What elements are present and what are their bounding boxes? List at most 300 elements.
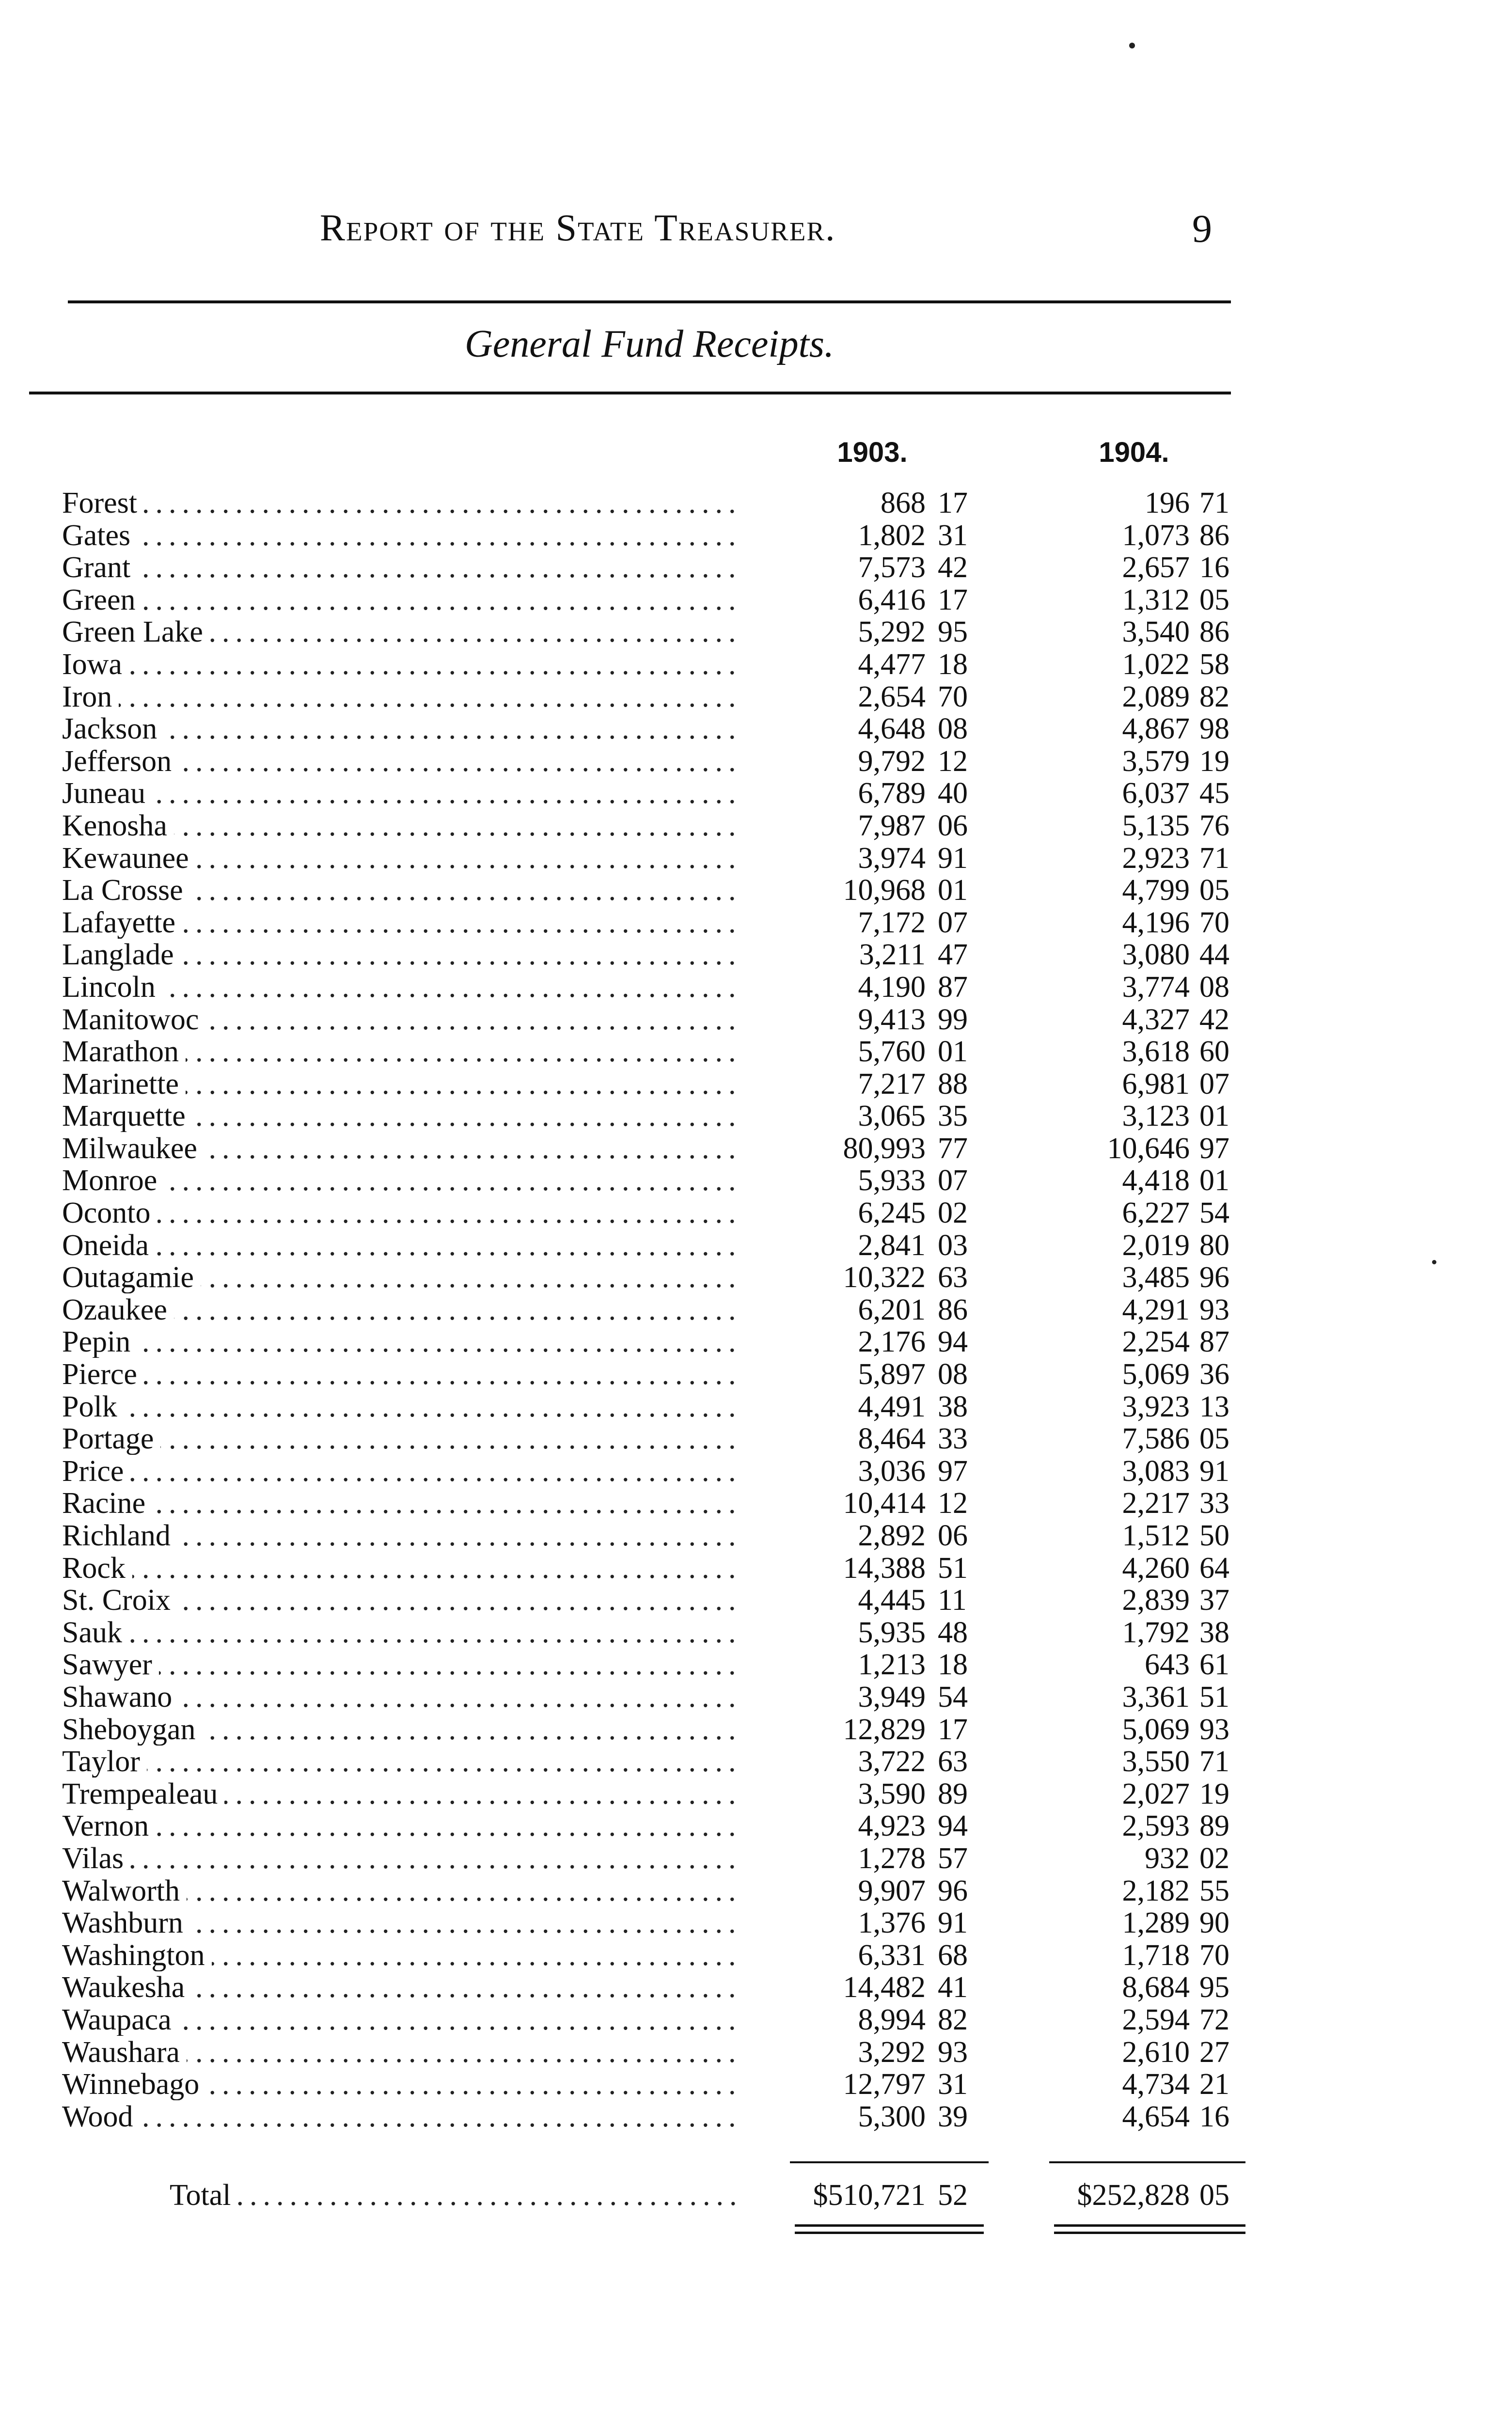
county-name: Waukesha — [62, 1971, 740, 2003]
amount-1903-cents: 48 — [938, 1616, 968, 1649]
amount-1903-cents: 38 — [938, 1390, 968, 1423]
county-name: Price — [62, 1455, 740, 1487]
total-row — [0, 2178, 1512, 2212]
amount-1904-dollars: 2,657 — [1122, 551, 1190, 584]
amount-1903-cents: 39 — [938, 2100, 968, 2133]
county-name: Jefferson — [62, 745, 740, 777]
amount-1904-dollars: 1,022 — [1122, 647, 1190, 681]
amount-1903-cents: 08 — [938, 1358, 968, 1391]
table-row — [0, 1229, 1512, 1262]
amount-1904-cents: 58 — [1199, 647, 1229, 681]
amount-1904-cents: 51 — [1199, 1680, 1229, 1714]
amount-1903-dollars: 5,897 — [858, 1358, 926, 1391]
county-name: Oneida — [62, 1229, 740, 1261]
amount-1904-dollars: 196 — [1145, 487, 1190, 519]
table-row — [0, 1746, 1512, 1778]
table-row — [0, 874, 1512, 907]
county-name: Sawyer — [62, 1649, 740, 1681]
amount-1904-cents: 37 — [1199, 1584, 1229, 1617]
amount-1903-dollars: 8,464 — [858, 1422, 926, 1456]
amount-1903-dollars: 12,829 — [843, 1713, 926, 1746]
amount-1904-cents: 71 — [1199, 487, 1229, 519]
amount-1904-cents: 72 — [1199, 2003, 1229, 2036]
total-label: Total — [170, 2178, 741, 2213]
amount-1903-dollars: 1,278 — [858, 1841, 926, 1875]
county-name: Taylor — [62, 1746, 740, 1778]
amount-1903-dollars: 10,322 — [843, 1261, 926, 1294]
table-row — [0, 551, 1512, 584]
table-row — [0, 1617, 1512, 1649]
amount-1903-cents: 63 — [938, 1745, 968, 1778]
total-double-rule-1903-b — [795, 2232, 984, 2234]
amount-1903-dollars: 12,797 — [843, 2068, 926, 2101]
amount-1904-cents: 01 — [1199, 1164, 1229, 1197]
amount-1904-dollars: 4,734 — [1122, 2068, 1190, 2101]
amount-1903-dollars: 80,993 — [843, 1132, 926, 1165]
amount-1903-dollars: 7,172 — [858, 906, 926, 939]
amount-1904-dollars: 1,512 — [1122, 1519, 1190, 1552]
total-double-rule-1903-a — [795, 2224, 984, 2227]
running-head: Report of the State Treasurer. — [320, 206, 836, 249]
county-name: Outagamie — [62, 1261, 740, 1293]
amount-1904-cents: 96 — [1199, 1261, 1229, 1294]
column-header-1904: 1904. — [1099, 437, 1169, 468]
amount-1904-cents: 97 — [1199, 1132, 1229, 1165]
amount-1903-dollars: 3,722 — [858, 1745, 926, 1778]
amount-1904-dollars: 2,593 — [1122, 1809, 1190, 1843]
amount-1903-cents: 47 — [938, 938, 968, 972]
amount-1903-dollars: 6,331 — [858, 1938, 926, 1972]
amount-1903-dollars: 9,413 — [858, 1003, 926, 1036]
county-name: Washburn — [62, 1907, 740, 1939]
amount-1904-dollars: 3,123 — [1122, 1100, 1190, 1133]
amount-1904-dollars: 3,579 — [1122, 744, 1190, 778]
amount-1903-cents: 94 — [938, 1809, 968, 1843]
amount-1903-cents: 42 — [938, 551, 968, 584]
amount-1904-dollars: 3,361 — [1122, 1680, 1190, 1714]
table-row — [0, 1714, 1512, 1746]
table-row — [0, 713, 1512, 745]
amount-1903-cents: 87 — [938, 970, 968, 1004]
amount-1903-cents: 31 — [938, 519, 968, 552]
amount-1903-cents: 68 — [938, 1938, 968, 1972]
column-header-1903: 1903. — [837, 437, 908, 468]
amount-1904-dollars: 4,260 — [1122, 1551, 1190, 1585]
county-name: Monroe — [62, 1164, 740, 1196]
amount-1904-dollars: 1,289 — [1122, 1906, 1190, 1940]
table-row — [0, 2101, 1512, 2133]
amount-1903-cents: 33 — [938, 1422, 968, 1456]
amount-1904-dollars: 2,089 — [1122, 680, 1190, 713]
county-name: Portage — [62, 1423, 740, 1455]
amount-1903-dollars: 6,201 — [858, 1293, 926, 1326]
amount-1904-cents: 27 — [1199, 2035, 1229, 2069]
amount-1904-cents: 80 — [1199, 1228, 1229, 1262]
top-rule — [68, 300, 1231, 303]
amount-1903-cents: 17 — [938, 583, 968, 616]
county-name: Marinette — [62, 1068, 740, 1100]
amount-1904-dollars: 2,594 — [1122, 2003, 1190, 2036]
table-row — [0, 1552, 1512, 1585]
amount-1904-cents: 87 — [1199, 1325, 1229, 1359]
amount-1904-dollars: 2,019 — [1122, 1228, 1190, 1262]
amount-1903-dollars: 10,968 — [843, 874, 926, 907]
amount-1904-cents: 16 — [1199, 551, 1229, 584]
title-rule — [29, 392, 1231, 394]
amount-1904-cents: 86 — [1199, 615, 1229, 649]
sum-rule-1903 — [790, 2161, 989, 2163]
amount-1904-cents: 38 — [1199, 1616, 1229, 1649]
amount-1904-cents: 71 — [1199, 1745, 1229, 1778]
amount-1903-dollars: 2,176 — [858, 1325, 926, 1359]
amount-1904-dollars: 932 — [1145, 1841, 1190, 1875]
county-name: St. Croix — [62, 1584, 740, 1616]
table-row — [0, 648, 1512, 681]
county-name: Vernon — [62, 1810, 740, 1842]
table-row — [0, 487, 1512, 519]
amount-1904-cents: 91 — [1199, 1454, 1229, 1488]
amount-1904-dollars: 5,135 — [1122, 809, 1190, 842]
amount-1903-cents: 54 — [938, 1680, 968, 1714]
amount-1904-cents: 93 — [1199, 1293, 1229, 1326]
amount-1904-cents: 44 — [1199, 938, 1229, 972]
amount-1904-dollars: 2,027 — [1122, 1777, 1190, 1810]
amount-1903-cents: 94 — [938, 1325, 968, 1359]
table-row — [0, 1939, 1512, 1972]
amount-1903-dollars: 3,974 — [858, 841, 926, 875]
amount-1904-dollars: 6,037 — [1122, 777, 1190, 810]
amount-1904-cents: 33 — [1199, 1487, 1229, 1520]
amount-1904-cents: 19 — [1199, 744, 1229, 778]
amount-1903-dollars: 3,036 — [858, 1454, 926, 1488]
total-double-rule-1904-b — [1054, 2232, 1245, 2234]
amount-1904-dollars: 3,083 — [1122, 1454, 1190, 1488]
table-row — [0, 2036, 1512, 2069]
amount-1903-cents: 63 — [938, 1261, 968, 1294]
amount-1903-dollars: 2,654 — [858, 680, 926, 713]
amount-1903-cents: 06 — [938, 1519, 968, 1552]
amount-1904-dollars: 7,586 — [1122, 1422, 1190, 1456]
amount-1904-cents: 21 — [1199, 2068, 1229, 2101]
amount-1903-dollars: 6,245 — [858, 1196, 926, 1230]
amount-1904-dollars: 6,227 — [1122, 1196, 1190, 1230]
amount-1904-dollars: 3,550 — [1122, 1745, 1190, 1778]
table-row — [0, 1326, 1512, 1358]
county-name: Milwaukee — [62, 1133, 740, 1164]
amount-1903-cents: 91 — [938, 1906, 968, 1940]
county-name: Washington — [62, 1939, 740, 1971]
county-name: Polk — [62, 1391, 740, 1423]
amount-1904-dollars: 5,069 — [1122, 1713, 1190, 1746]
amount-1903-cents: 07 — [938, 1164, 968, 1197]
table-row — [0, 777, 1512, 810]
table-row — [0, 1197, 1512, 1229]
amount-1903-cents: 97 — [938, 1454, 968, 1488]
table-row — [0, 1649, 1512, 1681]
amount-1904-cents: 16 — [1199, 2100, 1229, 2133]
amount-1904-dollars: 4,327 — [1122, 1003, 1190, 1036]
county-name: Waushara — [62, 2036, 740, 2068]
amount-1904-cents: 95 — [1199, 1971, 1229, 2004]
amount-1903-dollars: 14,388 — [843, 1551, 926, 1585]
amount-1903-dollars: 7,987 — [858, 809, 926, 842]
amount-1903-cents: 41 — [938, 1971, 968, 2004]
amount-1904-cents: 13 — [1199, 1390, 1229, 1423]
amount-1903-cents: 18 — [938, 647, 968, 681]
amount-1903-cents: 40 — [938, 777, 968, 810]
amount-1904-cents: 36 — [1199, 1358, 1229, 1391]
amount-1903-dollars: 1,213 — [858, 1648, 926, 1682]
county-name: Pepin — [62, 1326, 740, 1358]
amount-1903-cents: 93 — [938, 2035, 968, 2069]
county-name: Gates — [62, 519, 740, 551]
amount-1904-cents: 86 — [1199, 519, 1229, 552]
amount-1903-dollars: 10,414 — [843, 1487, 926, 1520]
amount-1903-dollars: 9,907 — [858, 1874, 926, 1907]
amount-1903-cents: 02 — [938, 1196, 968, 1230]
county-name: Richland — [62, 1520, 740, 1552]
amount-1903-cents: 03 — [938, 1228, 968, 1262]
amount-1904-cents: 07 — [1199, 1067, 1229, 1101]
table-row — [0, 1907, 1512, 1939]
county-name: Ozaukee — [62, 1294, 740, 1326]
county-name: Iowa — [62, 648, 740, 680]
county-name: Racine — [62, 1487, 740, 1519]
amount-1904-cents: 55 — [1199, 1874, 1229, 1907]
amount-1904-dollars: 3,485 — [1122, 1261, 1190, 1294]
amount-1904-cents: 76 — [1199, 809, 1229, 842]
table-row — [0, 1520, 1512, 1552]
amount-1904-dollars: 643 — [1145, 1648, 1190, 1682]
amount-1904-dollars: 3,618 — [1122, 1035, 1190, 1069]
amount-1904-cents: 98 — [1199, 712, 1229, 746]
amount-1904-dollars: 3,540 — [1122, 615, 1190, 649]
county-name: Walworth — [62, 1875, 740, 1907]
table-row — [0, 810, 1512, 842]
amount-1903-cents: 95 — [938, 615, 968, 649]
amount-1904-cents: 50 — [1199, 1519, 1229, 1552]
amount-1904-dollars: 8,684 — [1122, 1971, 1190, 2004]
amount-1903-dollars: 4,923 — [858, 1809, 926, 1843]
amount-1903-cents: 35 — [938, 1100, 968, 1133]
amount-1903-dollars: 3,065 — [858, 1100, 926, 1133]
amount-1903-cents: 17 — [938, 487, 968, 519]
amount-1904-cents: 08 — [1199, 970, 1229, 1004]
table-row — [0, 1100, 1512, 1133]
county-name: Sheboygan — [62, 1714, 740, 1746]
amount-1903-dollars: 5,933 — [858, 1164, 926, 1197]
amount-1904-dollars: 4,867 — [1122, 712, 1190, 746]
amount-1903-cents: 86 — [938, 1293, 968, 1326]
county-name: Marquette — [62, 1100, 740, 1132]
table-row — [0, 1487, 1512, 1520]
amount-1904-cents: 61 — [1199, 1648, 1229, 1682]
table-row — [0, 1875, 1512, 1907]
amount-1903-dollars: 4,190 — [858, 970, 926, 1004]
county-name: Shawano — [62, 1681, 740, 1713]
county-name: Marathon — [62, 1036, 740, 1068]
table-row — [0, 1810, 1512, 1842]
amount-1904-dollars: 2,923 — [1122, 841, 1190, 875]
table-row — [0, 584, 1512, 616]
table-row — [0, 1391, 1512, 1423]
total-double-rule-1904-a — [1054, 2224, 1245, 2227]
amount-1904-cents: 71 — [1199, 841, 1229, 875]
amount-1903-dollars: 1,802 — [858, 519, 926, 552]
amount-1903-dollars: 7,573 — [858, 551, 926, 584]
table-title: General Fund Receipts. — [465, 323, 834, 365]
amount-1903-dollars: 9,792 — [858, 744, 926, 778]
county-name: Grant — [62, 551, 740, 583]
amount-1903-cents: 06 — [938, 809, 968, 842]
amount-1903-dollars: 8,994 — [858, 2003, 926, 2036]
amount-1904-cents: 01 — [1199, 1100, 1229, 1133]
table-row — [0, 745, 1512, 778]
amount-1904-dollars: 1,792 — [1122, 1616, 1190, 1649]
table-row — [0, 1294, 1512, 1326]
amount-1903-dollars: 3,211 — [859, 938, 926, 972]
county-name: La Crosse — [62, 874, 740, 906]
amount-1904-cents: 70 — [1199, 906, 1229, 939]
amount-1904-dollars: 1,718 — [1122, 1938, 1190, 1972]
table-row — [0, 971, 1512, 1004]
county-name: Kewaunee — [62, 842, 740, 874]
amount-1903-cents: 01 — [938, 874, 968, 907]
amount-1903-cents: 91 — [938, 841, 968, 875]
table-row — [0, 1261, 1512, 1294]
amount-1904-dollars: 4,196 — [1122, 906, 1190, 939]
amount-1904-dollars: 3,923 — [1122, 1390, 1190, 1423]
amount-1903-dollars: 4,648 — [858, 712, 926, 746]
amount-1904-cents: 45 — [1199, 777, 1229, 810]
amount-1904-cents: 19 — [1199, 1777, 1229, 1810]
amount-1904-dollars: 10,646 — [1107, 1132, 1190, 1165]
amount-1903-dollars: 5,292 — [858, 615, 926, 649]
amount-1904-cents: 02 — [1199, 1841, 1229, 1875]
amount-1903-cents: 17 — [938, 1713, 968, 1746]
county-name: Winnebago — [62, 2068, 740, 2100]
amount-1904-dollars: 2,610 — [1122, 2035, 1190, 2069]
amount-1903-cents: 01 — [938, 1035, 968, 1069]
amount-1904-dollars: 1,312 — [1122, 583, 1190, 616]
amount-1903-cents: 88 — [938, 1067, 968, 1101]
amount-1903-cents: 08 — [938, 712, 968, 746]
amount-1904-dollars: 3,080 — [1122, 938, 1190, 972]
amount-1904-cents: 54 — [1199, 1196, 1229, 1230]
county-name: Langlade — [62, 939, 740, 971]
county-name: Lafayette — [62, 907, 740, 939]
table-row — [0, 1455, 1512, 1488]
amount-1904-dollars: 3,774 — [1122, 970, 1190, 1004]
table-row — [0, 1133, 1512, 1165]
amount-1903-cents: 31 — [938, 2068, 968, 2101]
amount-1904-cents: 05 — [1199, 1422, 1229, 1456]
total-1904-dollars: $252,828 — [1077, 2179, 1190, 2212]
paper-speck — [1129, 43, 1135, 48]
receipts-table — [0, 487, 1512, 2133]
amount-1903-dollars: 1,376 — [858, 1906, 926, 1940]
county-name: Kenosha — [62, 810, 740, 842]
table-row — [0, 1068, 1512, 1101]
county-name: Green Lake — [62, 616, 740, 648]
amount-1904-cents: 60 — [1199, 1035, 1229, 1069]
amount-1903-dollars: 4,491 — [858, 1390, 926, 1423]
amount-1904-cents: 82 — [1199, 680, 1229, 713]
amount-1903-cents: 99 — [938, 1003, 968, 1036]
county-name: Waupaca — [62, 2004, 740, 2036]
table-row — [0, 1004, 1512, 1036]
amount-1903-dollars: 3,292 — [858, 2035, 926, 2069]
amount-1903-cents: 82 — [938, 2003, 968, 2036]
total-1903-cents: 52 — [938, 2179, 968, 2212]
amount-1904-dollars: 4,654 — [1122, 2100, 1190, 2133]
county-name: Lincoln — [62, 971, 740, 1003]
table-row — [0, 1681, 1512, 1714]
amount-1903-cents: 51 — [938, 1551, 968, 1585]
amount-1904-dollars: 6,981 — [1122, 1067, 1190, 1101]
table-row — [0, 1164, 1512, 1197]
county-name: Rock — [62, 1552, 740, 1584]
county-name: Jackson — [62, 713, 740, 745]
amount-1904-dollars: 4,291 — [1122, 1293, 1190, 1326]
amount-1904-cents: 90 — [1199, 1906, 1229, 1940]
amount-1903-dollars: 3,590 — [858, 1777, 926, 1810]
amount-1903-cents: 96 — [938, 1874, 968, 1907]
table-row — [0, 1778, 1512, 1810]
table-row — [0, 2068, 1512, 2101]
county-name: Sauk — [62, 1617, 740, 1649]
amount-1904-cents: 93 — [1199, 1713, 1229, 1746]
amount-1903-cents: 11 — [938, 1584, 967, 1617]
amount-1904-cents: 64 — [1199, 1551, 1229, 1585]
table-row — [0, 907, 1512, 939]
amount-1904-cents: 89 — [1199, 1809, 1229, 1843]
sum-rule-1904 — [1049, 2161, 1245, 2163]
amount-1903-dollars: 5,300 — [858, 2100, 926, 2133]
table-row — [0, 1358, 1512, 1391]
amount-1904-dollars: 2,839 — [1122, 1584, 1190, 1617]
amount-1904-dollars: 4,799 — [1122, 874, 1190, 907]
table-row — [0, 1971, 1512, 2004]
amount-1903-dollars: 2,841 — [858, 1228, 926, 1262]
county-name: Iron — [62, 681, 740, 713]
amount-1903-cents: 77 — [938, 1132, 968, 1165]
amount-1904-dollars: 2,182 — [1122, 1874, 1190, 1907]
amount-1903-cents: 07 — [938, 906, 968, 939]
table-row — [0, 1584, 1512, 1617]
amount-1903-dollars: 7,217 — [858, 1067, 926, 1101]
amount-1904-dollars: 2,217 — [1122, 1487, 1190, 1520]
county-name: Oconto — [62, 1197, 740, 1229]
table-row — [0, 681, 1512, 713]
amount-1903-cents: 57 — [938, 1841, 968, 1875]
paper-speck — [1432, 1260, 1436, 1264]
amount-1903-cents: 18 — [938, 1648, 968, 1682]
amount-1903-dollars: 4,445 — [858, 1584, 926, 1617]
table-row — [0, 2004, 1512, 2036]
table-row — [0, 1423, 1512, 1455]
amount-1903-cents: 70 — [938, 680, 968, 713]
amount-1903-dollars: 4,477 — [858, 647, 926, 681]
amount-1903-dollars: 3,949 — [858, 1680, 926, 1714]
county-name: Wood — [62, 2101, 740, 2133]
amount-1904-cents: 42 — [1199, 1003, 1229, 1036]
amount-1904-cents: 05 — [1199, 583, 1229, 616]
county-name: Juneau — [62, 777, 740, 809]
amount-1904-dollars: 1,073 — [1122, 519, 1190, 552]
county-name: Manitowoc — [62, 1004, 740, 1036]
table-row — [0, 1036, 1512, 1068]
